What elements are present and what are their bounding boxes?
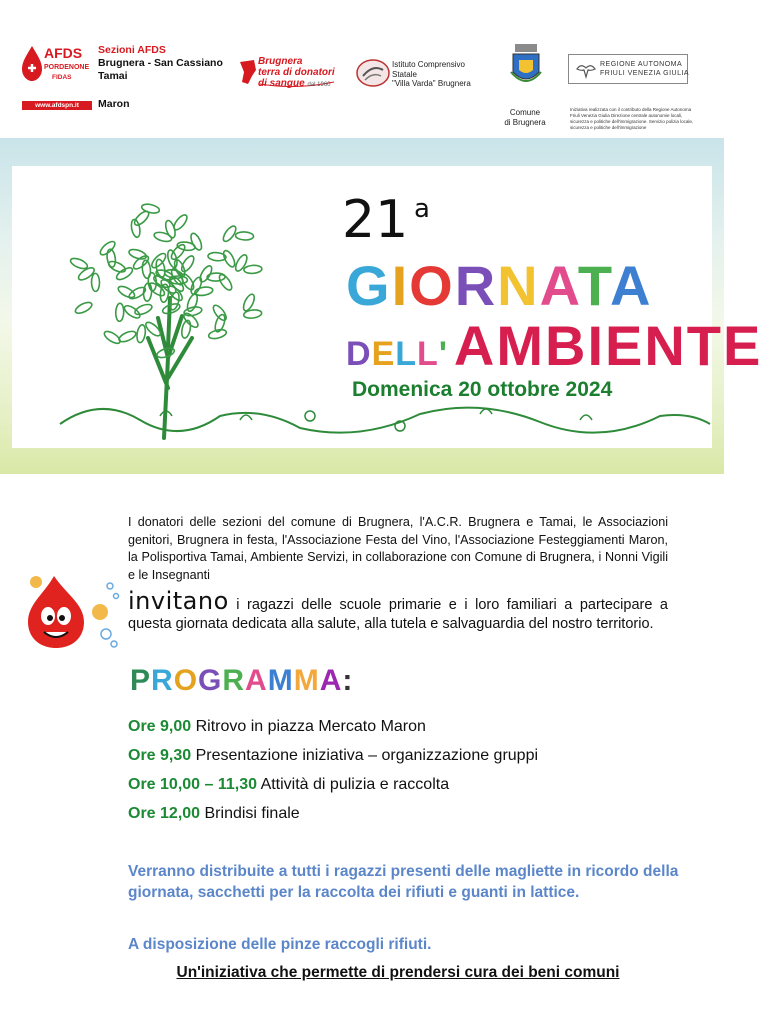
schedule-row	[128, 741, 688, 770]
leaf	[169, 243, 187, 262]
schedule-activity: Brindisi finale	[200, 805, 300, 822]
programma-letter: P	[130, 664, 152, 697]
intro-paragraph: I donatori delle sezioni del comune di Brugnera, l'A.C.R. Brugnera e Tamai, le Associazioni genitori, Brugnera in festa, l'Associazione Festa del Vino, l'Associazione Festeggiamenti Maron, la Polisportiva Tamai, Ambiente Servizi, in collaborazione con Comune di Brugnera, i Nonni Vigili e le Insegnanti	[128, 515, 668, 582]
comune-line2: di Brugnera	[504, 118, 546, 127]
title-letter: T	[577, 254, 610, 317]
leaf	[208, 328, 227, 340]
schedule-time: Ore 10,00 – 11,30	[128, 776, 257, 793]
gift-notice: Verranno distribuite a tutti i ragazzi presenti delle magliette in ricordo della giornata, sacchetti per la raccolta dei rifiuti e guanti in lattice.	[128, 863, 679, 901]
leaf	[244, 265, 263, 274]
leaf	[106, 249, 116, 268]
leaf	[180, 320, 192, 339]
schedule-row	[128, 770, 688, 799]
schedule-activity: Presentazione iniziativa – organizzazione gruppi	[191, 747, 539, 764]
banner-panel	[12, 166, 762, 448]
schedule-activity: Attività di pulizia e raccolta	[257, 776, 450, 793]
programma-letter: :	[342, 664, 354, 697]
school-text	[392, 60, 471, 89]
schedule-activity: Ritrovo in piazza Mercato Maron	[191, 718, 426, 735]
schedule-time: Ore 9,30	[128, 747, 192, 764]
title-letter: L	[395, 335, 418, 373]
leaf	[136, 324, 147, 343]
leaf	[233, 253, 249, 273]
comune-label	[500, 108, 550, 128]
title-letter: G	[346, 254, 392, 317]
schedule-time: Ore 12,00	[128, 805, 201, 822]
invite-paragraph	[128, 587, 668, 634]
schedule-list	[128, 712, 688, 828]
title-letter: A	[539, 254, 578, 317]
afds-sections-line2: Tamai	[98, 70, 128, 82]
closing-statement: Un'iniziativa che permette di prendersi cura dei beni comuni	[176, 964, 620, 981]
school-line2: Statale	[392, 69, 417, 79]
title-letter: L	[417, 335, 439, 373]
tools-notice: A disposizione delle pinze raccogli rifiuti.	[128, 936, 432, 953]
leaf	[217, 273, 234, 292]
leaf	[128, 248, 148, 261]
blood-drop-mascot-icon	[14, 572, 124, 650]
programma-letter: O	[173, 664, 199, 697]
title-letter: D	[346, 335, 372, 373]
leaf	[221, 249, 237, 269]
comune-crest-icon	[509, 42, 543, 88]
programma-letter: M	[267, 664, 294, 697]
leaf	[211, 303, 228, 322]
title-letter: E	[371, 335, 396, 373]
leaf	[172, 213, 190, 232]
regione-line1: REGIONE AUTONOMA	[600, 61, 683, 68]
schedule-time: Ore 9,00	[128, 718, 192, 735]
brugnera-line3: di sangue	[258, 78, 305, 89]
brugnera-since: dal 1960	[307, 82, 331, 88]
title-giornata	[346, 254, 653, 317]
leaf	[69, 256, 89, 270]
leaf	[130, 219, 141, 238]
leaf	[103, 329, 122, 346]
afds-url[interactable]: www.afdspn.it	[22, 101, 92, 110]
leaf	[189, 232, 204, 252]
afds-brand: AFDS	[44, 45, 83, 61]
leaf	[74, 300, 94, 315]
event-banner	[0, 138, 762, 474]
programma-letter: A	[319, 664, 343, 697]
programma-letter: R	[151, 664, 174, 697]
leaf	[235, 231, 253, 240]
school-line3: "Villa Varda" Brugnera	[392, 79, 471, 88]
edition-number: 21	[342, 190, 409, 250]
programma-letter: R	[222, 664, 246, 697]
regione-text	[600, 60, 689, 78]
school-logo	[355, 58, 391, 88]
title-dell	[346, 335, 448, 373]
eagle-icon	[575, 59, 597, 81]
title-dell-ambiente	[346, 314, 762, 377]
brugnera-line2: terra di donatori	[258, 67, 335, 78]
leaf	[91, 273, 99, 291]
leaf	[183, 306, 202, 318]
title-letter: R	[454, 254, 498, 317]
brugnera-line1: Brugnera	[258, 56, 303, 67]
regione-line2: FRIULI VENEZIA GIULIA	[600, 70, 690, 77]
programma-letter: G	[198, 664, 223, 697]
invite-text: i ragazzi delle scuole primarie e i loro familiari a partecipare a questa giornata dedicata alla salute, alla tutela e salvaguardia del nostro territorio.	[128, 597, 668, 632]
title-letter: A	[609, 254, 653, 317]
afds-sections	[98, 44, 223, 83]
programma-heading	[130, 666, 353, 696]
programma-letter: A	[245, 664, 268, 697]
afds-logo	[18, 42, 94, 88]
invite-keyword: invitano	[128, 587, 229, 615]
edition-superscript: a	[414, 194, 430, 224]
fidas-label: FIDAS	[52, 74, 72, 81]
afds-sections-title: Sezioni AFDS	[98, 44, 166, 56]
title-ambiente: AMBIENTE	[453, 314, 762, 377]
afds-sub: PORDENONE	[44, 64, 90, 71]
title-letter: N	[497, 254, 540, 317]
maron-label: Maron	[98, 98, 130, 110]
programma-letter: M	[293, 664, 320, 697]
leaf	[122, 303, 141, 320]
regione-note: Iniziativa realizzata con il contributo della Regione Autonoma Friuli Venezia Giulia Direzione centrale autonomie locali, sicurezza e politiche dell'immigrazione. Servizio polizia locale, sicurezza e politiche dell'immigrazione	[570, 107, 694, 130]
comune-line1: Comune	[509, 108, 541, 117]
schedule-row	[128, 799, 688, 828]
title-letter: I	[391, 254, 410, 317]
title-letter: '	[438, 335, 448, 373]
leaf	[115, 303, 124, 321]
afds-sections-line1: Brugnera - San Cassiano	[98, 57, 223, 69]
schedule-row	[128, 712, 688, 741]
leaf	[117, 284, 137, 300]
title-letter: O	[409, 254, 455, 317]
event-date: Domenica 20 ottobre 2024	[352, 378, 613, 401]
brugnera-donors-text	[258, 56, 335, 91]
school-line1: Istituto Comprensivo	[392, 60, 465, 69]
